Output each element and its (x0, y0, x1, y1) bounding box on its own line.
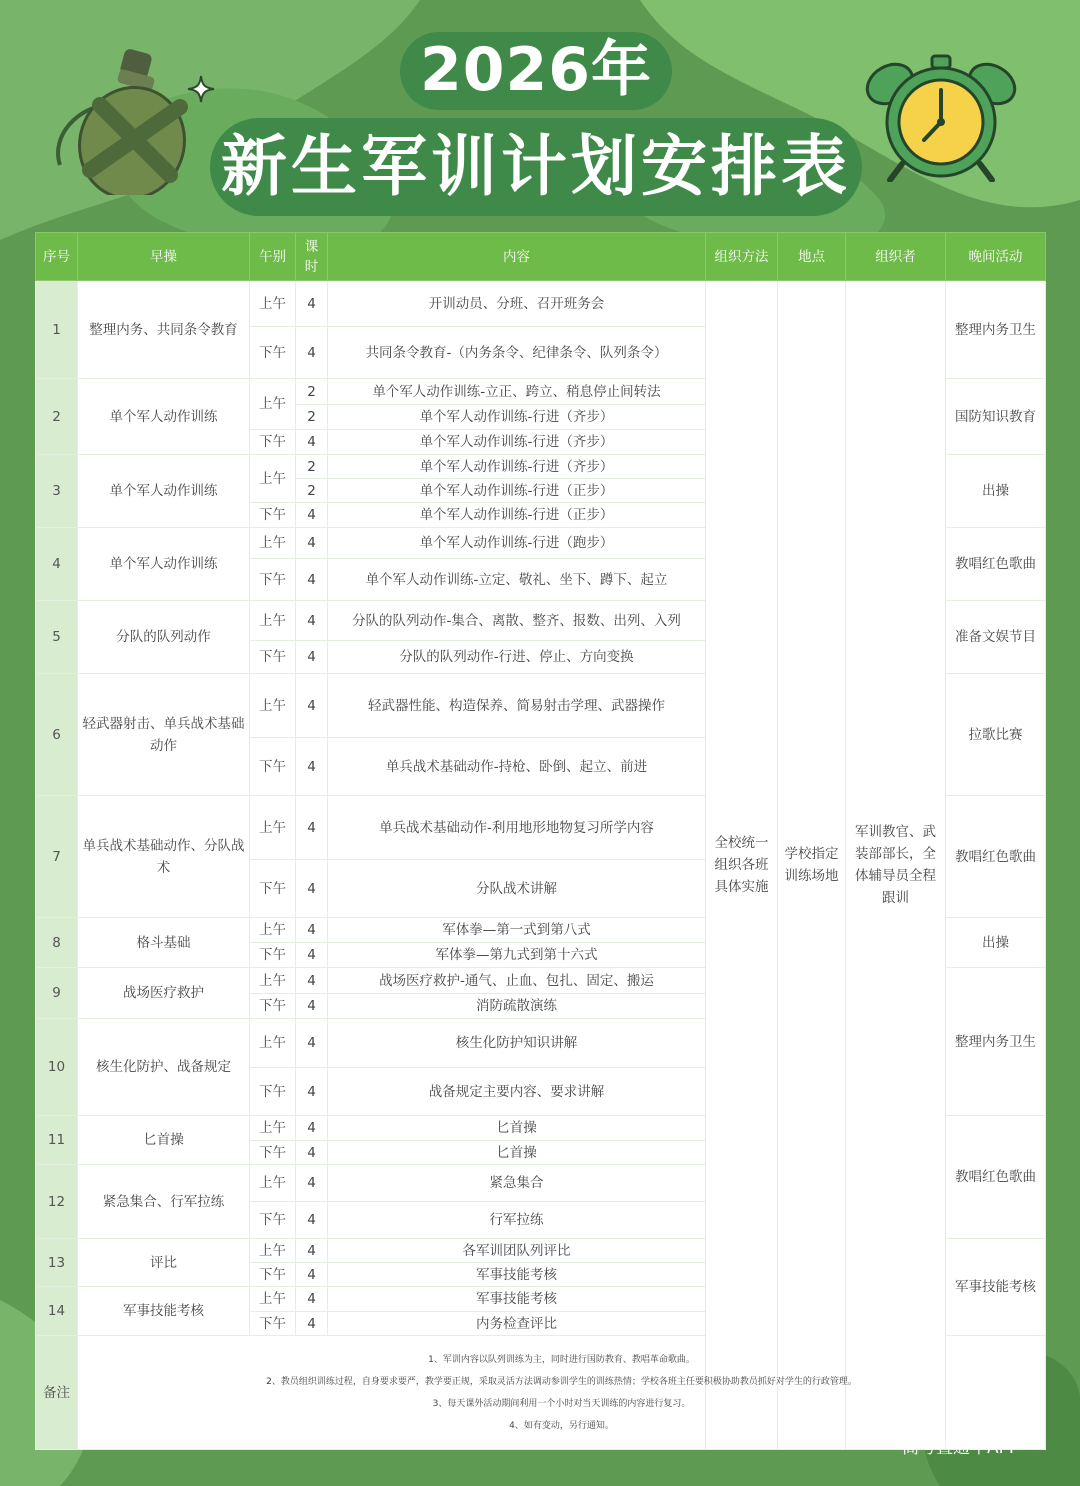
content: 单个军人动作训练-行进（正步） (328, 503, 706, 528)
hours: 4 (296, 994, 328, 1019)
hours: 4 (296, 327, 328, 379)
half-day: 上午 (250, 1239, 296, 1263)
header-organizer: 组织者 (846, 233, 946, 281)
half-day: 下午 (250, 738, 296, 796)
evening-activity: 整理内务卫生 (946, 968, 1046, 1116)
half-day: 下午 (250, 430, 296, 455)
half-day: 上午 (250, 968, 296, 994)
content: 核生化防护知识讲解 (328, 1019, 706, 1068)
evening-activity: 国防知识教育 (946, 379, 1046, 455)
hours: 4 (296, 796, 328, 860)
evening-activity: 出操 (946, 918, 1046, 968)
content: 战备规定主要内容、要求讲解 (328, 1068, 706, 1116)
evening-activity: 整理内务卫生 (946, 281, 1046, 379)
morning-drill: 战场医疗救护 (78, 968, 250, 1019)
half-day: 下午 (250, 994, 296, 1019)
content: 开训动员、分班、召开班务会 (328, 281, 706, 327)
header-place: 地点 (778, 233, 846, 281)
hours: 4 (296, 528, 328, 559)
morning-drill: 分队的队列动作 (78, 601, 250, 674)
content: 紧急集合 (328, 1165, 706, 1202)
day-number: 1 (36, 281, 78, 379)
half-day: 上午 (250, 796, 296, 860)
morning-drill: 格斗基础 (78, 918, 250, 968)
half-day: 上午 (250, 674, 296, 738)
half-day: 下午 (250, 1141, 296, 1165)
hours: 4 (296, 1239, 328, 1263)
header-content: 内容 (328, 233, 706, 281)
header-hours: 课时 (296, 233, 328, 281)
morning-drill: 单个军人动作训练 (78, 528, 250, 601)
day-number: 14 (36, 1287, 78, 1336)
half-day: 上午 (250, 1165, 296, 1202)
title-year: 2026年 (420, 35, 652, 105)
morning-drill: 核生化防护、战备规定 (78, 1019, 250, 1116)
evening-activity: 教唱红色歌曲 (946, 528, 1046, 601)
schedule-sheet (35, 232, 1045, 1450)
remarks-label: 备注 (36, 1336, 78, 1450)
half-day: 下午 (250, 559, 296, 601)
day-number: 2 (36, 379, 78, 455)
content: 消防疏散演练 (328, 994, 706, 1019)
hours: 4 (296, 918, 328, 943)
hours: 4 (296, 1116, 328, 1141)
header-half: 午别 (250, 233, 296, 281)
hours: 4 (296, 674, 328, 738)
half-day: 上午 (250, 1116, 296, 1141)
morning-drill: 紧急集合、行军拉练 (78, 1165, 250, 1239)
hours: 4 (296, 503, 328, 528)
day-number: 4 (36, 528, 78, 601)
hours: 4 (296, 641, 328, 674)
hours: 2 (296, 379, 328, 405)
method-cell: 全校统一组织各班具体实施 (706, 281, 778, 1450)
evening-activity: 军事技能考核 (946, 1239, 1046, 1336)
day-number: 7 (36, 796, 78, 918)
evening-activity: 拉歌比赛 (946, 674, 1046, 796)
sparkle-icon (186, 74, 216, 104)
half-day: 下午 (250, 860, 296, 918)
morning-drill: 评比 (78, 1239, 250, 1287)
header-no: 序号 (36, 233, 78, 281)
half-day: 下午 (250, 1068, 296, 1116)
content: 单兵战术基础动作-持枪、卧倒、起立、前进 (328, 738, 706, 796)
hours: 4 (296, 430, 328, 455)
half-day: 上午 (250, 601, 296, 641)
hours: 4 (296, 281, 328, 327)
evening-activity: 出操 (946, 455, 1046, 528)
hours: 4 (296, 968, 328, 994)
watermark: 高考直通车APP (902, 1438, 1020, 1458)
half-day: 下午 (250, 1202, 296, 1239)
half-day: 上午 (250, 1019, 296, 1068)
remark-item: 2、教员组织训练过程，自身要求要严，教学要正规，采取灵活方法调动参训学生的训练热情；学校各班主任要积极协助教员抓好对学生的行政管理。 (266, 1376, 857, 1387)
remark-item: 4、如有变动，另行通知。 (509, 1420, 614, 1431)
alarm-clock-icon (862, 52, 1020, 182)
hours: 4 (296, 1068, 328, 1116)
remark-item: 3、每天课外活动期间利用一个小时对当天训练的内容进行复习。 (432, 1398, 691, 1409)
hours: 4 (296, 601, 328, 641)
morning-drill: 匕首操 (78, 1116, 250, 1165)
half-day: 上午 (250, 1287, 296, 1312)
content: 共同条令教育-（内务条令、纪律条令、队列条令） (328, 327, 706, 379)
hours: 2 (296, 455, 328, 479)
schedule-table (35, 232, 1046, 1450)
content: 单个军人动作训练-行进（正步） (328, 479, 706, 503)
half-day: 下午 (250, 1263, 296, 1287)
content: 单兵战术基础动作-利用地形地物复习所学内容 (328, 796, 706, 860)
hours: 2 (296, 405, 328, 430)
hours: 4 (296, 943, 328, 968)
hours: 4 (296, 738, 328, 796)
content: 军体拳—第一式到第八式 (328, 918, 706, 943)
half-day: 上午 (250, 918, 296, 943)
morning-drill: 单个军人动作训练 (78, 455, 250, 528)
table-header-row (36, 233, 1046, 281)
content: 单个军人动作训练-立正、跨立、稍息停止间转法 (328, 379, 706, 405)
remarks-body (78, 1336, 1046, 1450)
content: 各军训团队列评比 (328, 1239, 706, 1263)
hours: 2 (296, 479, 328, 503)
half-day: 下午 (250, 503, 296, 528)
day-number: 6 (36, 674, 78, 796)
hours: 4 (296, 1165, 328, 1202)
morning-drill: 军事技能考核 (78, 1287, 250, 1336)
remarks-row (36, 1336, 1046, 1450)
morning-drill: 单个军人动作训练 (78, 379, 250, 455)
morning-drill: 整理内务、共同条令教育 (78, 281, 250, 379)
content: 内务检查评比 (328, 1312, 706, 1336)
canteen-icon (40, 45, 200, 195)
table-row (36, 281, 1046, 327)
day-number: 12 (36, 1165, 78, 1239)
evening-activity: 教唱红色歌曲 (946, 796, 1046, 918)
content: 军体拳—第九式到第十六式 (328, 943, 706, 968)
hours: 4 (296, 1287, 328, 1312)
day-number: 13 (36, 1239, 78, 1287)
day-number: 9 (36, 968, 78, 1019)
day-number: 8 (36, 918, 78, 968)
content: 单个军人动作训练-行进（齐步） (328, 430, 706, 455)
content: 分队的队列动作-行进、停止、方向变换 (328, 641, 706, 674)
half-day: 下午 (250, 641, 296, 674)
hours: 4 (296, 1019, 328, 1068)
content: 分队战术讲解 (328, 860, 706, 918)
content: 军事技能考核 (328, 1287, 706, 1312)
page-title: 新生军训计划安排表 (221, 128, 851, 205)
header-morning: 早操 (78, 233, 250, 281)
content: 匕首操 (328, 1116, 706, 1141)
content: 战场医疗救护-通气、止血、包扎、固定、搬运 (328, 968, 706, 994)
remark-item: 1、军训内容以队列训练为主，同时进行国防教育、教唱革命歌曲。 (428, 1354, 695, 1365)
morning-drill: 轻武器射击、单兵战术基础动作 (78, 674, 250, 796)
hours: 4 (296, 860, 328, 918)
content: 行军拉练 (328, 1202, 706, 1239)
content: 单个军人动作训练-行进（齐步） (328, 455, 706, 479)
hours: 4 (296, 1202, 328, 1239)
content: 匕首操 (328, 1141, 706, 1165)
morning-drill: 单兵战术基础动作、分队战术 (78, 796, 250, 918)
content: 单个军人动作训练-立定、敬礼、坐下、蹲下、起立 (328, 559, 706, 601)
evening-activity: 教唱红色歌曲 (946, 1116, 1046, 1239)
day-number: 5 (36, 601, 78, 674)
header-evening: 晚间活动 (946, 233, 1046, 281)
hours: 4 (296, 1263, 328, 1287)
half-day: 上午 (250, 455, 296, 503)
content: 轻武器性能、构造保养、简易射击学理、武器操作 (328, 674, 706, 738)
half-day: 下午 (250, 1312, 296, 1336)
content: 分队的队列动作-集合、离散、整齐、报数、出列、入列 (328, 601, 706, 641)
hours: 4 (296, 1141, 328, 1165)
header-method: 组织方法 (706, 233, 778, 281)
hours: 4 (296, 1312, 328, 1336)
organizer-cell: 军训教官、武装部部长，全体辅导员全程跟训 (846, 281, 946, 1450)
day-number: 3 (36, 455, 78, 528)
content: 军事技能考核 (328, 1263, 706, 1287)
content: 单个军人动作训练-行进（齐步） (328, 405, 706, 430)
half-day: 上午 (250, 528, 296, 559)
hours: 4 (296, 559, 328, 601)
content: 单个军人动作训练-行进（跑步） (328, 528, 706, 559)
day-number: 10 (36, 1019, 78, 1116)
day-number: 11 (36, 1116, 78, 1165)
half-day: 上午 (250, 281, 296, 327)
half-day: 下午 (250, 327, 296, 379)
half-day: 下午 (250, 943, 296, 968)
place-cell: 学校指定训练场地 (778, 281, 846, 1450)
evening-activity: 准备文娱节目 (946, 601, 1046, 674)
half-day: 上午 (250, 379, 296, 430)
